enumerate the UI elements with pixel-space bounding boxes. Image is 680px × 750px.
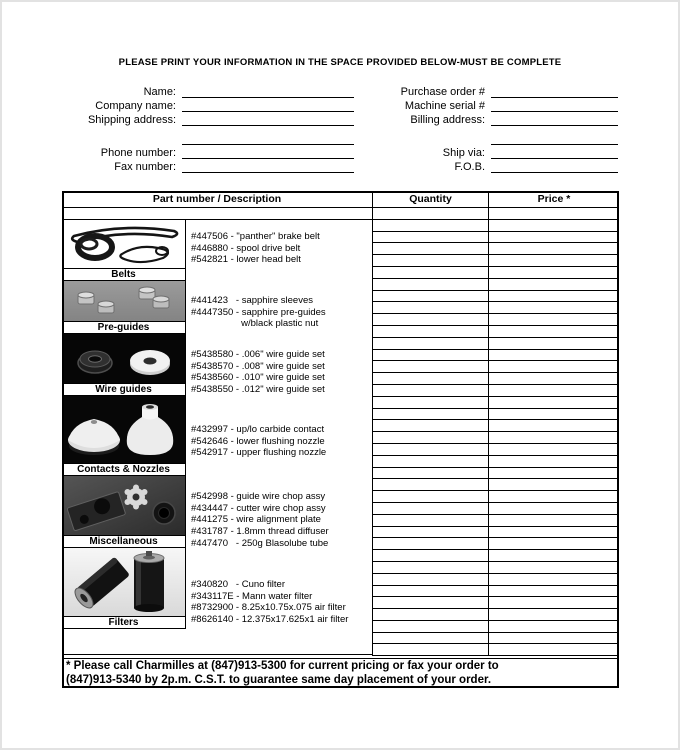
quantity-cell[interactable] bbox=[373, 220, 488, 231]
part-number-line: #8732900 - 8.25x10.75x.075 air filter bbox=[191, 602, 346, 614]
name-input-line[interactable] bbox=[182, 85, 354, 98]
quantity-cell[interactable] bbox=[373, 409, 488, 420]
shipping-address-input-line[interactable] bbox=[182, 113, 354, 126]
order-row bbox=[373, 409, 618, 421]
shipping-address-label: Shipping address: bbox=[87, 114, 176, 126]
price-cell[interactable] bbox=[488, 609, 618, 620]
part-number-line: #447506 - "panther" brake belt bbox=[191, 231, 320, 242]
part-description-block bbox=[191, 349, 325, 396]
price-cell[interactable] bbox=[488, 479, 618, 490]
order-row bbox=[373, 503, 618, 515]
order-row bbox=[373, 491, 618, 503]
part-number-line: #432997 - up/lo carbide contact bbox=[191, 424, 325, 435]
price-cell[interactable] bbox=[488, 491, 618, 502]
part-number-line: #5438560 - .010" wire guide set bbox=[191, 372, 325, 384]
quantity-header: Quantity bbox=[372, 191, 488, 207]
shipping-address-line2-input-line[interactable] bbox=[182, 132, 354, 145]
shipping-address-row bbox=[64, 112, 354, 126]
part-description-block bbox=[191, 295, 326, 330]
billing-address-row bbox=[364, 112, 618, 126]
order-row bbox=[373, 609, 618, 621]
quantity-cell[interactable] bbox=[373, 503, 488, 514]
purchase-order-row bbox=[364, 84, 618, 98]
price-cell[interactable] bbox=[488, 338, 618, 349]
quantity-cell[interactable] bbox=[373, 267, 488, 278]
quantity-cell[interactable] bbox=[373, 609, 488, 620]
part-number-line: #434447 - cutter wire chop assy bbox=[191, 502, 326, 514]
wire-guides-photo bbox=[62, 334, 185, 383]
quantity-cell[interactable] bbox=[373, 279, 488, 290]
billing-address-line2-input-line[interactable] bbox=[491, 132, 618, 145]
section-label-contacts-nozzles: Contacts & Nozzles bbox=[62, 463, 185, 476]
quantity-cell[interactable] bbox=[373, 338, 488, 349]
footer-line-1: * Please call Charmilles at (847)913-5300 for current pricing or fax your order to bbox=[66, 660, 499, 672]
footer-line-2: (847)913-5340 by 2p.m. C.S.T. to guarantee same day placement of your order. bbox=[66, 673, 492, 686]
part-number-line: #441423 - sapphire sleeves bbox=[191, 295, 313, 306]
section-label-miscellaneous: Miscellaneous bbox=[62, 535, 185, 548]
quantity-cell[interactable] bbox=[373, 468, 488, 479]
order-row bbox=[373, 279, 618, 291]
parts-catalog-region bbox=[62, 208, 372, 655]
price-cell[interactable] bbox=[488, 326, 618, 337]
quantity-cell[interactable] bbox=[373, 444, 488, 455]
order-row bbox=[373, 586, 618, 598]
fob-label: F.O.B. bbox=[454, 161, 485, 173]
price-cell[interactable] bbox=[488, 243, 618, 254]
table-header-row bbox=[62, 191, 619, 208]
order-row bbox=[373, 232, 618, 244]
quantity-cell[interactable] bbox=[373, 255, 488, 266]
contacts-nozzles-photo bbox=[62, 396, 185, 463]
quantity-price-grid bbox=[372, 208, 618, 656]
miscellaneous-photo bbox=[62, 476, 185, 535]
quantity-cell[interactable] bbox=[373, 350, 488, 361]
fax-number-row bbox=[64, 159, 354, 173]
order-row bbox=[373, 220, 618, 232]
part-description-block bbox=[191, 491, 329, 550]
order-row bbox=[373, 326, 618, 338]
price-cell[interactable] bbox=[488, 574, 618, 585]
quantity-cell[interactable] bbox=[373, 208, 488, 219]
company-name-label: Company name: bbox=[95, 100, 176, 112]
shipping-address-line2-row bbox=[64, 131, 354, 145]
part-number-line: #441275 - wire alignment plate bbox=[191, 514, 321, 526]
part-number-line: #446880 - spool drive belt bbox=[191, 242, 301, 254]
quantity-cell[interactable] bbox=[373, 479, 488, 490]
price-cell[interactable] bbox=[488, 361, 618, 372]
phone-number-input-line[interactable] bbox=[182, 146, 354, 159]
price-cell[interactable] bbox=[488, 373, 618, 384]
section-label-filters: Filters bbox=[62, 616, 185, 629]
part-description-header: Part number / Description bbox=[152, 193, 282, 205]
part-description-block bbox=[191, 579, 348, 626]
part-description-block bbox=[191, 231, 320, 266]
quantity-cell[interactable] bbox=[373, 243, 488, 254]
part-description-block bbox=[191, 424, 326, 459]
order-row bbox=[373, 338, 618, 350]
price-cell[interactable] bbox=[488, 255, 618, 266]
part-number-line: #4447350 - sapphire pre-guides bbox=[191, 306, 326, 318]
fax-number-label: Fax number: bbox=[114, 161, 176, 173]
quantity-cell[interactable] bbox=[373, 326, 488, 337]
part-number-line: #5438580 - .006" wire guide set bbox=[191, 349, 325, 360]
quantity-cell[interactable] bbox=[373, 432, 488, 443]
price-cell[interactable] bbox=[488, 633, 618, 644]
price-cell[interactable] bbox=[488, 621, 618, 632]
part-description-column bbox=[186, 220, 372, 629]
order-row bbox=[373, 420, 618, 432]
order-row bbox=[373, 597, 618, 609]
order-row bbox=[373, 644, 618, 656]
quantity-cell[interactable] bbox=[373, 527, 488, 538]
order-row bbox=[373, 373, 618, 385]
order-row bbox=[373, 267, 618, 279]
price-cell[interactable] bbox=[488, 562, 618, 573]
order-row bbox=[373, 291, 618, 303]
quantity-cell[interactable] bbox=[373, 633, 488, 644]
price-cell[interactable] bbox=[488, 444, 618, 455]
form-left-column bbox=[64, 84, 354, 173]
order-row bbox=[373, 432, 618, 444]
ship-via-input-line[interactable] bbox=[491, 146, 618, 159]
part-number-line: #542821 - lower head belt bbox=[191, 254, 301, 266]
phone-number-label: Phone number: bbox=[100, 147, 176, 159]
order-row bbox=[373, 574, 618, 586]
quantity-cell[interactable] bbox=[373, 291, 488, 302]
quantity-cell[interactable] bbox=[373, 314, 488, 325]
part-number-line: #5438570 - .008" wire guide set bbox=[191, 360, 325, 372]
price-cell[interactable] bbox=[488, 420, 618, 431]
part-number-line: #447470 - 250g Blasolube tube bbox=[191, 537, 329, 549]
ship-via-row bbox=[364, 145, 618, 159]
pre-guides-photo bbox=[62, 281, 185, 321]
quantity-cell[interactable] bbox=[373, 562, 488, 573]
part-number-line: #542998 - guide wire chop assy bbox=[191, 491, 326, 502]
price-cell[interactable] bbox=[488, 232, 618, 243]
purchase-order-input-line[interactable] bbox=[491, 85, 618, 98]
part-number-line: #542917 - upper flushing nozzle bbox=[191, 447, 327, 459]
order-row bbox=[373, 479, 618, 491]
quantity-cell[interactable] bbox=[373, 644, 488, 655]
quantity-cell[interactable] bbox=[373, 538, 488, 549]
order-row bbox=[373, 456, 618, 468]
price-cell[interactable] bbox=[488, 515, 618, 526]
machine-serial-input-line[interactable] bbox=[491, 99, 618, 112]
price-cell[interactable] bbox=[488, 468, 618, 479]
quantity-cell[interactable] bbox=[373, 456, 488, 467]
price-cell[interactable] bbox=[488, 456, 618, 467]
order-row bbox=[373, 515, 618, 527]
order-row bbox=[373, 208, 618, 220]
price-cell[interactable] bbox=[488, 279, 618, 290]
name-row bbox=[64, 84, 354, 98]
price-cell[interactable] bbox=[488, 397, 618, 408]
quantity-cell[interactable] bbox=[373, 586, 488, 597]
order-row bbox=[373, 361, 618, 373]
fax-number-input-line[interactable] bbox=[182, 160, 354, 173]
price-cell[interactable] bbox=[488, 409, 618, 420]
quantity-cell[interactable] bbox=[373, 621, 488, 632]
quantity-cell[interactable] bbox=[373, 597, 488, 608]
price-cell[interactable] bbox=[488, 550, 618, 561]
price-cell[interactable] bbox=[488, 208, 618, 219]
price-cell[interactable] bbox=[488, 302, 618, 313]
spacer-row bbox=[62, 208, 372, 220]
part-number-line: #542646 - lower flushing nozzle bbox=[191, 435, 325, 447]
part-number-line: #5438550 - .012" wire guide set bbox=[191, 384, 325, 396]
price-cell[interactable] bbox=[488, 597, 618, 608]
price-cell[interactable] bbox=[488, 527, 618, 538]
form-right-column bbox=[364, 84, 618, 173]
quantity-cell[interactable] bbox=[373, 302, 488, 313]
price-cell[interactable] bbox=[488, 220, 618, 231]
part-number-line: #8626140 - 12.375x17.625x1 air filter bbox=[191, 614, 349, 626]
price-cell[interactable] bbox=[488, 586, 618, 597]
order-row bbox=[373, 550, 618, 562]
order-row bbox=[373, 621, 618, 633]
order-row bbox=[373, 350, 618, 362]
company-name-row bbox=[64, 98, 354, 112]
order-row bbox=[373, 527, 618, 539]
quantity-cell[interactable] bbox=[373, 373, 488, 384]
fob-row bbox=[364, 159, 618, 173]
section-label-pre-guides: Pre-guides bbox=[62, 321, 185, 334]
part-number-line: #340820 - Cuno filter bbox=[191, 579, 286, 590]
section-label-belts: Belts bbox=[62, 268, 185, 281]
order-row bbox=[373, 468, 618, 480]
part-number-line: #343117E - Mann water filter bbox=[191, 590, 313, 602]
billing-address-input-line[interactable] bbox=[491, 113, 618, 126]
company-name-input-line[interactable] bbox=[182, 99, 354, 112]
order-row bbox=[373, 633, 618, 645]
price-cell[interactable] bbox=[488, 314, 618, 325]
price-cell[interactable] bbox=[488, 350, 618, 361]
quantity-cell[interactable] bbox=[373, 232, 488, 243]
price-cell[interactable] bbox=[488, 385, 618, 396]
purchase-order-label: Purchase order # bbox=[400, 86, 485, 98]
quantity-cell[interactable] bbox=[373, 397, 488, 408]
form-title: PLEASE PRINT YOUR INFORMATION IN THE SPACE PROVIDED BELOW-MUST BE COMPLETE bbox=[118, 57, 562, 68]
order-row bbox=[373, 302, 618, 314]
price-header: Price * bbox=[488, 191, 619, 207]
price-cell[interactable] bbox=[488, 644, 618, 655]
price-cell[interactable] bbox=[488, 538, 618, 549]
quantity-cell[interactable] bbox=[373, 550, 488, 561]
price-cell[interactable] bbox=[488, 503, 618, 514]
order-row bbox=[373, 397, 618, 409]
price-cell[interactable] bbox=[488, 291, 618, 302]
filters-photo bbox=[62, 548, 185, 616]
ship-via-label: Ship via: bbox=[442, 147, 485, 159]
quantity-cell[interactable] bbox=[373, 574, 488, 585]
order-row bbox=[373, 538, 618, 550]
part-number-line: #431787 - 1.8mm thread diffuser bbox=[191, 526, 329, 538]
part-number-line: w/black plastic nut bbox=[191, 318, 319, 330]
price-cell[interactable] bbox=[488, 432, 618, 443]
quantity-cell[interactable] bbox=[373, 385, 488, 396]
machine-serial-row bbox=[364, 98, 618, 112]
belts-photo bbox=[62, 220, 185, 268]
billing-address-line2-row bbox=[364, 131, 618, 145]
billing-address-label: Billing address: bbox=[410, 114, 485, 126]
order-row bbox=[373, 562, 618, 574]
order-row bbox=[373, 385, 618, 397]
order-row bbox=[373, 243, 618, 255]
order-row bbox=[373, 314, 618, 326]
order-row bbox=[373, 444, 618, 456]
order-row bbox=[373, 255, 618, 267]
price-cell[interactable] bbox=[488, 267, 618, 278]
machine-serial-label: Machine serial # bbox=[404, 100, 485, 112]
section-label-wire-guides: Wire guides bbox=[62, 383, 185, 396]
pricing-footer-note bbox=[62, 658, 619, 688]
quantity-cell[interactable] bbox=[373, 491, 488, 502]
quantity-cell[interactable] bbox=[373, 515, 488, 526]
quantity-cell[interactable] bbox=[373, 361, 488, 372]
product-photo-column bbox=[62, 220, 186, 629]
quantity-cell[interactable] bbox=[373, 420, 488, 431]
name-label: Name: bbox=[143, 86, 176, 98]
phone-number-row bbox=[64, 145, 354, 159]
fob-input-line[interactable] bbox=[491, 160, 618, 173]
